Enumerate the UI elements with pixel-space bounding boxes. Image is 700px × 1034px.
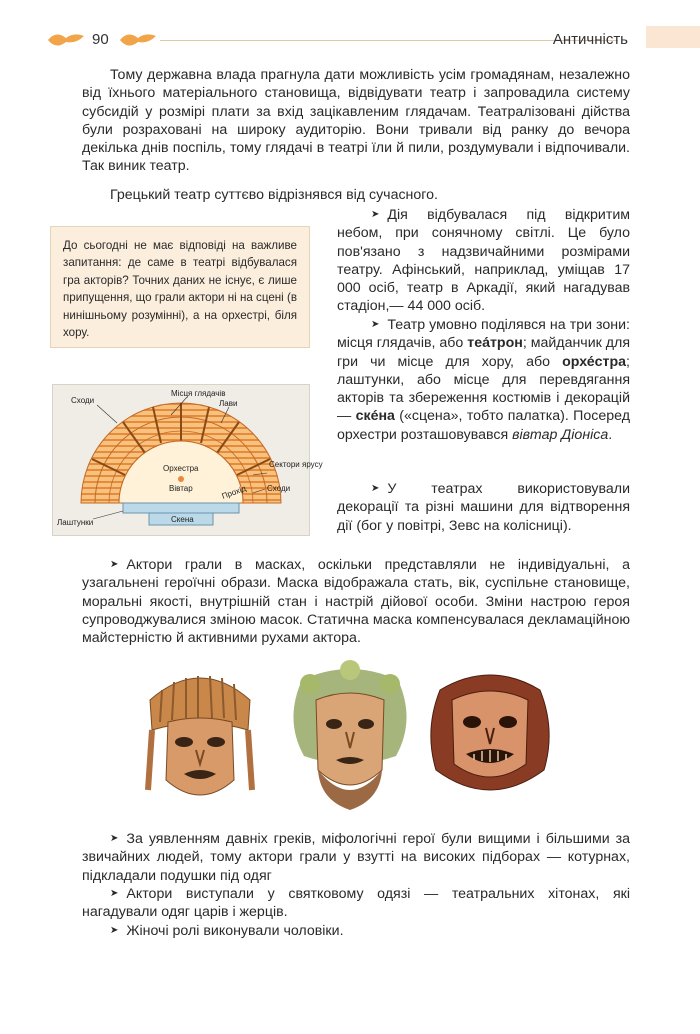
paragraph-1: Тому державна влада прагнула дати можливість усім громадянам, незалежно від їхнього матеріального становища, відвідувати театр і запровадила систему субсидій у розмірі плати за вхід зацікавленим глядачам. Театралізовані дійства були розраховані на широку аудиторію. Вони тривали від ранку до вечора декілька днів поспіль, тому глядачі в театрі їли й пили, роздумували і відпочивали. Так виник театр. <box>82 67 630 175</box>
bullet-arrow-icon: ➤ <box>371 319 380 330</box>
leaf-ornament-icon <box>118 30 158 50</box>
term-orchestra: орхе́стра <box>562 353 627 370</box>
leaf-ornament-icon <box>44 30 88 50</box>
info-box-text: До сьогодні не має відповіді на важливе запитання: де саме в театрі відбувалася гра акторів? Точних даних не існує, є лише припущення, що грали актори ні на сцені (в нинішньому розумінні), а на орхестрі, біля хору. <box>63 239 297 340</box>
page-header <box>0 26 700 56</box>
term-theatron: теа́трон <box>467 335 523 352</box>
bullet-arrow-icon: ➤ <box>110 559 119 570</box>
label-sectors: Сектори ярусу <box>269 460 323 469</box>
bullet-decorations: ➤ У театрах використовували декорації та різні машини для відтворення дії (бог у повітрі, Зевс на колісниці). <box>337 481 630 534</box>
bullet-arrow-icon: ➤ <box>371 209 380 220</box>
label-passage: Прохід <box>220 483 248 501</box>
label-altar: Вівтар <box>169 484 193 493</box>
bullet-female-roles: ➤ Жіночі ролі виконували чоловіки. <box>110 923 344 939</box>
term-altar: вівтар Діоніса <box>512 426 609 443</box>
label-backstage: Лаштунки <box>57 518 94 527</box>
skene-building <box>123 503 239 513</box>
bullet-open-air: ➤ Дія відбувалася під відкритим небом, при сонячному світлі. Це було пов'язано з надзвичайними розмірами театру. Афінський, наприклад, уміщав 17 000 осіб, театр в Аркадії, який нагадував стадіон,— 44 000 осіб. <box>337 207 630 315</box>
bullet-arrow-icon: ➤ <box>110 888 119 899</box>
mask-1 <box>148 676 252 795</box>
label-seats: Місця глядачів <box>171 389 226 398</box>
bullet-three-zones: ➤ Театр умовно поділявся на три зони: місця глядачів, або теа́трон; майданчик для гри чи місце для хору, або орхе́стра; лаштунки, або місце для перевдягання акторів та збереження костюмів і декорацій — скéна («сцена», тобто палатка). Посеред орхестри розташовувався вівтар Діоніса. <box>337 317 631 443</box>
altar-icon <box>178 476 184 482</box>
label-stairs-top: Сходи <box>71 396 95 405</box>
label-skene: Скена <box>171 515 194 524</box>
section-title: Античність <box>552 31 628 48</box>
section-tab <box>646 26 700 48</box>
label-benches: Лави <box>219 399 238 408</box>
bullet-masks: ➤ Актори грали в масках, оскільки представляли не індивідуальні, а узагальнені героїчні образи. Маска відображала стать, вік, суспільне становище, моральні якості, внутрішній стан і настрій дійової особи. Зміни настрою героя супроводжувалися зміною масок. Статична маска компенсувалася декламаційною майстерністю й активними рухами актора. <box>82 557 630 647</box>
bullet-costumes: ➤ Актори виступали у святковому одязі — театральних хітонах, які нагадували одяг царів і жерців. <box>82 886 630 921</box>
label-stairs: Сходи <box>267 484 291 493</box>
label-orchestra: Орхестра <box>163 464 199 473</box>
mask-3 <box>431 675 549 790</box>
mask-2 <box>293 660 406 810</box>
page-number: 90 <box>92 31 109 48</box>
theatre-diagram <box>52 384 323 536</box>
bullet-kothurni: ➤ За уявленням давніх греків, міфологічні герої були вищими і більшими за звичайних людей, тому актори грали у взутті на високих підборах — котурнах, підкладали подушки під одяг <box>82 831 630 884</box>
info-box <box>50 226 310 348</box>
header-divider <box>160 40 618 41</box>
term-skene: скéна <box>355 408 395 425</box>
bullet-arrow-icon: ➤ <box>110 925 119 936</box>
bullet-arrow-icon: ➤ <box>371 483 380 494</box>
theatre-masks-illustration <box>140 660 560 820</box>
bullet-arrow-icon: ➤ <box>110 833 119 844</box>
paragraph-2: Грецький театр суттєво відрізнявся від сучасного. <box>110 187 438 203</box>
